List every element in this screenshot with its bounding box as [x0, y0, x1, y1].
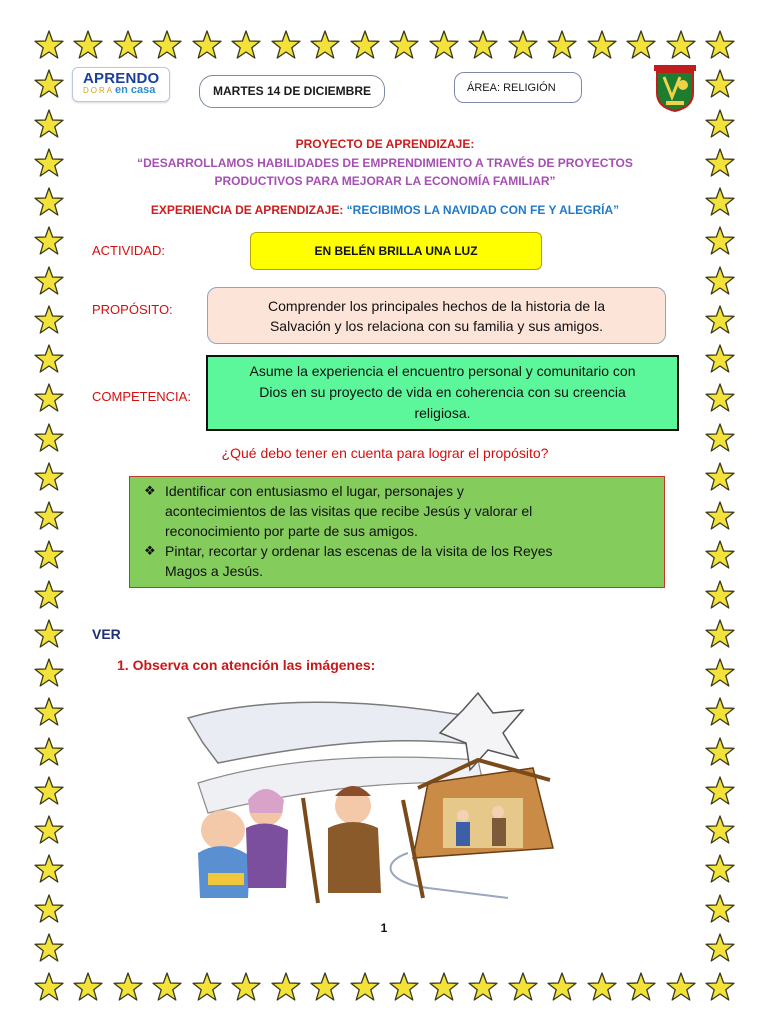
purpose-box — [207, 287, 666, 344]
star-icon — [231, 30, 261, 60]
star-icon — [468, 30, 498, 60]
list-item — [140, 481, 654, 541]
star-icon — [34, 501, 64, 531]
star-icon — [587, 30, 617, 60]
star-icon — [34, 619, 64, 649]
star-icon — [626, 30, 656, 60]
star-icon — [310, 972, 340, 1002]
star-icon — [705, 854, 735, 884]
star-icon — [34, 894, 64, 924]
star-icon — [705, 737, 735, 767]
page-number: 1 — [380, 921, 388, 935]
star-icon — [73, 972, 103, 1002]
star-icon — [705, 697, 735, 727]
star-icon — [705, 933, 735, 963]
star-icon — [705, 187, 735, 217]
star-icon — [547, 30, 577, 60]
star-icon — [113, 30, 143, 60]
project-subtitle — [90, 154, 680, 190]
star-icon — [350, 30, 380, 60]
star-icon — [73, 30, 103, 60]
star-icon — [192, 30, 222, 60]
star-icon — [626, 972, 656, 1002]
star-icon — [429, 972, 459, 1002]
star-icon — [113, 972, 143, 1002]
criteria-text-line: Pintar, recortar y ordenar las escenas de la visita de los Reyes — [165, 543, 553, 559]
activity-label: ACTIVIDAD: — [92, 243, 165, 258]
star-icon — [705, 894, 735, 924]
criteria-text-line: reconocimiento por parte de sus amigos. — [165, 523, 418, 539]
diamond-bullet-icon: ❖ — [144, 543, 156, 558]
experience-line — [90, 203, 680, 217]
star-icon — [705, 109, 735, 139]
aprendo-en-casa-logo — [72, 67, 170, 102]
star-icon — [34, 305, 64, 335]
experience-value: “RECIBIMOS LA NAVIDAD CON FE Y ALEGRÍA” — [346, 203, 620, 217]
star-icon — [705, 69, 735, 99]
star-icon — [547, 972, 577, 1002]
star-icon — [705, 226, 735, 256]
star-icon — [705, 383, 735, 413]
criteria-text-line: acontecimientos de las visitas que recibe Jesús y valorar el — [165, 503, 533, 519]
competence-text-line: religiosa. — [414, 405, 471, 421]
star-icon — [34, 109, 64, 139]
step-instruction: 1. Observa con atención las imágenes: — [117, 657, 376, 673]
star-icon — [34, 226, 64, 256]
star-icon — [34, 344, 64, 374]
star-icon — [34, 658, 64, 688]
star-icon — [705, 344, 735, 374]
star-icon — [34, 580, 64, 610]
star-icon — [34, 187, 64, 217]
area-badge: ÁREA: RELIGIÓN — [454, 72, 582, 103]
star-icon — [705, 30, 735, 60]
purpose-text-line: Salvación y los relaciona con su familia y sus amigos. — [269, 317, 604, 334]
criteria-text-line: Magos a Jesús. — [165, 563, 264, 579]
star-icon — [350, 972, 380, 1002]
star-icon — [34, 697, 64, 727]
star-icon — [34, 148, 64, 178]
star-icon — [152, 972, 182, 1002]
star-icon — [310, 30, 340, 60]
star-icon — [508, 30, 538, 60]
star-icon — [429, 30, 459, 60]
star-icon — [666, 30, 696, 60]
nativity-illustration — [178, 688, 566, 908]
project-title: PROYECTO DE APRENDIZAJE: — [295, 137, 475, 151]
star-icon — [508, 972, 538, 1002]
competence-text-line: Dios en su proyecto de vida en coherencia con su creencia — [259, 384, 626, 400]
star-icon — [389, 30, 419, 60]
section-heading: VER — [92, 626, 121, 642]
star-icon — [705, 540, 735, 570]
star-icon — [34, 383, 64, 413]
star-icon — [705, 462, 735, 492]
project-subtitle-line: “DESARROLLAMOS HABILIDADES DE EMPRENDIMIENTO A TRAVÉS DE PROYECTOS — [137, 156, 633, 170]
list-item — [140, 541, 654, 581]
star-icon — [587, 972, 617, 1002]
star-icon — [34, 776, 64, 806]
star-icon — [705, 501, 735, 531]
criteria-box — [129, 476, 665, 588]
star-icon — [34, 423, 64, 453]
star-icon — [705, 266, 735, 296]
star-icon — [705, 580, 735, 610]
school-crest-icon — [652, 63, 698, 113]
star-icon — [705, 305, 735, 335]
star-icon — [34, 933, 64, 963]
star-icon — [705, 972, 735, 1002]
star-icon — [34, 972, 64, 1002]
star-icon — [34, 266, 64, 296]
star-icon — [271, 30, 301, 60]
date-badge: MARTES 14 DE DICIEMBRE — [199, 75, 385, 108]
guiding-question: ¿Qué debo tener en cuenta para lograr el propósito? — [221, 445, 549, 461]
star-icon — [34, 815, 64, 845]
star-icon — [34, 69, 64, 99]
star-icon — [705, 815, 735, 845]
star-icon — [271, 972, 301, 1002]
star-icon — [666, 972, 696, 1002]
criteria-text-line: Identificar con entusiasmo el lugar, personajes y — [165, 483, 464, 499]
competence-box — [206, 355, 679, 431]
competence-label: COMPETENCIA: — [92, 389, 191, 404]
diamond-bullet-icon: ❖ — [144, 483, 156, 498]
star-icon — [705, 423, 735, 453]
purpose-text-line: Comprender los principales hechos de la historia de la — [268, 297, 605, 314]
star-icon — [705, 776, 735, 806]
star-icon — [231, 972, 261, 1002]
activity-box: EN BELÉN BRILLA UNA LUZ — [250, 232, 542, 270]
star-icon — [705, 148, 735, 178]
logo-text-small: DORA — [83, 86, 115, 95]
star-icon — [34, 30, 64, 60]
project-subtitle-line: PRODUCTIVOS PARA MEJORAR LA ECONOMÍA FAMILIAR” — [214, 174, 556, 188]
logo-text-aprendo: APRENDO — [83, 70, 160, 87]
star-icon — [705, 619, 735, 649]
star-icon — [152, 30, 182, 60]
logo-text-en-casa: en casa — [115, 84, 156, 96]
experience-label: EXPERIENCIA DE APRENDIZAJE: — [150, 203, 344, 217]
star-icon — [705, 658, 735, 688]
star-icon — [34, 737, 64, 767]
star-icon — [34, 462, 64, 492]
competence-text-line: Asume la experiencia el encuentro personal y comunitario con — [249, 363, 636, 379]
star-icon — [34, 854, 64, 884]
star-icon — [389, 972, 419, 1002]
star-icon — [192, 972, 222, 1002]
purpose-label: PROPÓSITO: — [92, 302, 173, 317]
star-icon — [34, 540, 64, 570]
star-icon — [468, 972, 498, 1002]
